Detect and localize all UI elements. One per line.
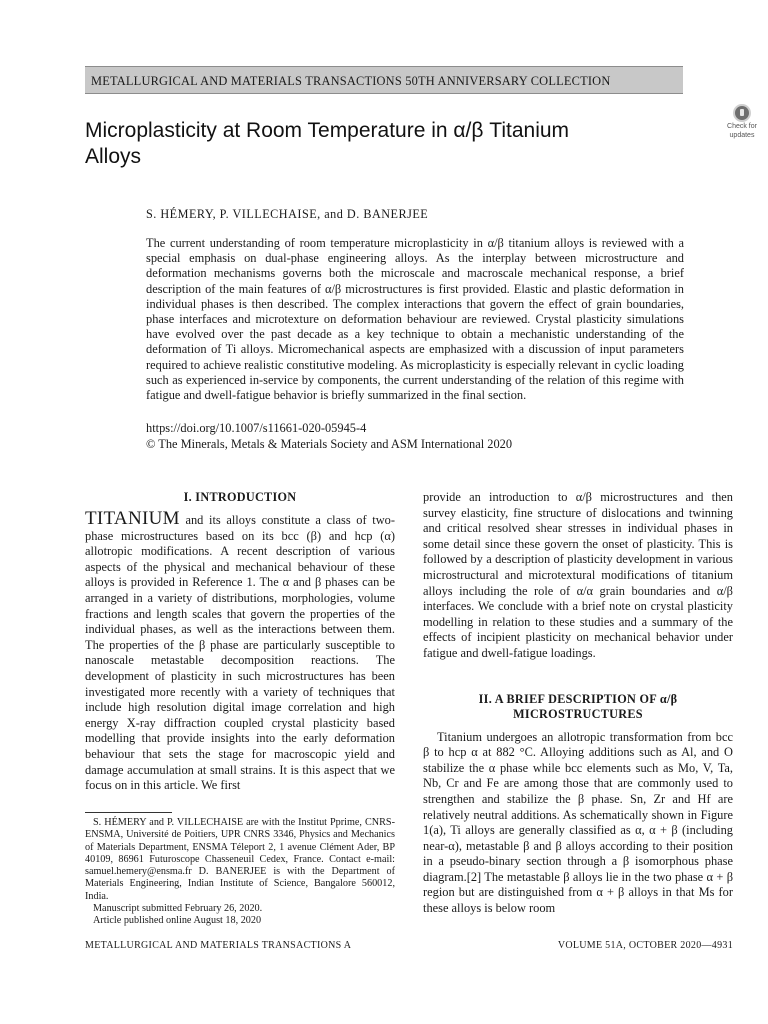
badge-label-1: Check for	[727, 123, 757, 130]
section-heading-line-2: MICROSTRUCTURES	[513, 706, 643, 721]
section-heading-microstructures	[423, 692, 733, 722]
footer-volume-page: VOLUME 51A, OCTOBER 2020—4931	[557, 940, 733, 951]
title-line-1: Microplasticity at Room Temperature in α/β Titanium	[85, 119, 570, 142]
copyright-line: © The Minerals, Metals & Materials Society and ASM International 2020	[146, 436, 513, 451]
author-affiliation-footnote	[85, 817, 395, 928]
title-line-2: Alloys	[85, 145, 142, 168]
publication-date: Article published online August 18, 2020	[93, 915, 262, 927]
left-column	[85, 490, 395, 794]
doi-block	[146, 421, 512, 453]
right-column	[423, 490, 733, 917]
section-heading-introduction: I. INTRODUCTION	[183, 490, 297, 504]
footer-journal-name: METALLURGICAL AND MATERIALS TRANSACTIONS A	[85, 940, 352, 951]
bookmark-icon	[733, 104, 751, 122]
check-for-updates-badge[interactable]	[722, 104, 762, 144]
author-list: S. HÉMERY, P. VILLECHAISE, and D. BANERJEE	[146, 207, 429, 221]
intro-paragraph	[85, 508, 395, 794]
intro-paragraph-continued: provide an introduction to α/β microstructures and then survey elasticity, fine structure of dislocations and twinning and critical resolved shear stresses in individual phases in some detail since these govern the onset of plasticity. This is followed by a description of plasticity development in various microstructural and microtextural modifications of titanium alloys including the role of α/α grain boundaries and α/β interfaces. We conclude with a brief note on crystal plasticity modelling in relation to these studies and a summary of the effects of incipient plasticity on mechanical behavior under fatigue and dwell-fatigue loadings.	[423, 490, 733, 660]
footnote-divider	[85, 812, 172, 813]
microstructures-paragraph: Titanium undergoes an allotropic transformation from bcc β to hcp α at 882 °C. Alloying additions such as Al, and O stabilize the α phase while bcc elements such as Mo, V, Ta, Nb, Cr and Fe are among those that are commonly used to strengthen and stabilize the β phase. Sn, Zr and Hf are relatively neutral additions. As schematically shown in Figure 1(a), Ti alloys are generally classified as α, α + β (including near-α), metastable β and β alloys according to their position in a pseudo-binary section through a β isomorphous phase diagram.[2] The metastable β alloys lie in the two phase α + β region but are distinguished from α + β alloys in that Ms for these alloys is below room	[423, 729, 733, 916]
article-title	[85, 118, 645, 170]
section-heading-line-1: II. A BRIEF DESCRIPTION OF α/β	[478, 691, 678, 706]
badge-label-2: updates	[729, 131, 755, 139]
abstract: The current understanding of room temperature microplasticity in α/β titanium alloys is reviewed with a special emphasis on dual-phase engineering alloys. As the interplay between microstructure and deformation mechanisms governs both the microscale and macroscale mechanical response, a brief description of the main features of α/β microstructures is first provided. Elastic and plastic deformation in individual phases is then described. The complex interactions that govern the effect of grain boundaries, phase interfaces and microtexture on deformation behaviour are reviewed. Crystal plasticity simulations have evolved over the past decade as a key technique to obtain a mechanistic understanding of the deformation of Ti alloys. Micromechanical aspects are emphasized with a discussion of input parameters required to achieve realistic constitutive modeling. As microplasticity is especially relevant in cyclic loading such as experienced in-service by components, the current understanding of the relation of this regime with fatigue and dwell-fatigue behavior is briefly summarized in the final section.	[146, 236, 684, 403]
submission-date: Manuscript submitted February 26, 2020.	[93, 903, 263, 915]
journal-banner: METALLURGICAL AND MATERIALS TRANSACTIONS 50TH ANNIVERSARY COLLECTION	[85, 66, 683, 94]
affiliation-text: S. HÉMERY and P. VILLECHAISE are with the Institut Pprime, CNRS-ENSMA, Université de Poitiers, UPR CNRS 3346, Physics and Mechanics of Materials Department, ENSMA Téleport 2, 1 avenue Clément Ader, BP 40109, 86961 Futuroscope Chasseneuil Cedex, France. Contact e-mail: samuel.hemery@ensma.fr D. BANERJEE is with the Department of Materials Engineering, Indian Institute of Science, Bangalore 560012, India.	[85, 817, 395, 902]
doi-link[interactable]: https://doi.org/10.1007/s11661-020-05945-4	[146, 421, 367, 435]
intro-paragraph-text: and its alloys constitute a class of two-phase microstructures based on its bcc (β) and hcp (α) allotropic modifications. A recent description of various aspects of the physical and mechanical behaviour of these alloys is provided in Reference 1. The α and β phases can be arranged in a variety of distributions, morphologies, volume fractions and length scales that govern the properties of the individual phases, as well as the interactions between them. The properties of the β phase are particularly susceptible to nanoscale metastable decomposition reactions. The development of plasticity in such microstructures has been investigated more recently with a variety of techniques that include high resolution digital image correlation and high energy X-ray diffraction coupled crystal plasticity based modelling that provide insights into the early deformation behaviour that sets the stage for macroscopic yield and damage accumulation at small strains. It is this aspect that we focus on in this article. We first	[85, 513, 395, 793]
drop-cap-word: TITANIUM	[85, 508, 180, 529]
